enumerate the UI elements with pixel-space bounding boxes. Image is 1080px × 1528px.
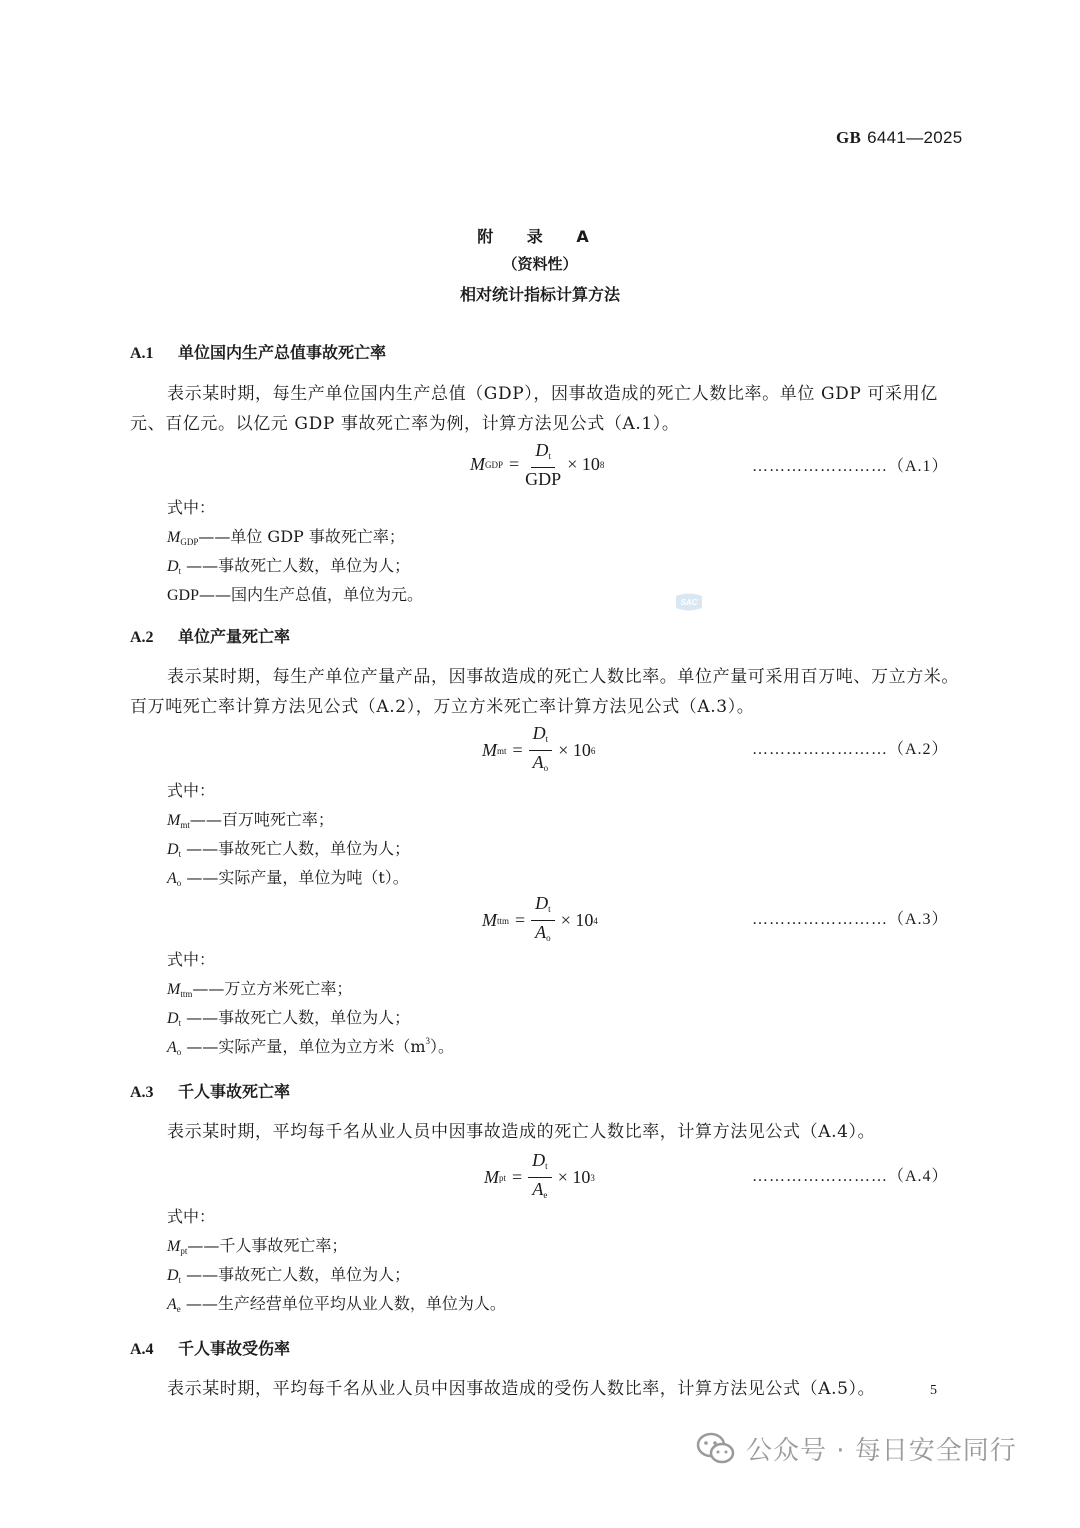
watermark: 公众号 · 每日安全同行 xyxy=(696,1430,1017,1467)
page-number: 5 xyxy=(930,1383,937,1398)
where-label: 式中： xyxy=(167,781,216,800)
where-label: 式中： xyxy=(167,498,216,517)
definition-row: $D_t$ ——事故死亡人数，单位为人； xyxy=(167,1008,411,1028)
section-a3-paragraph: 表示某时期，平均每千名从业人员中因事故造成的死亡人数比率，计算方法见公式（A.4）。 xyxy=(167,1122,876,1142)
appendix-subtitle: 相对统计指标计算方法 xyxy=(459,285,620,304)
where-label: 式中： xyxy=(167,950,216,969)
formula-a2: M mt = $\frac{D_t}{A_o}$ × 10 6 xyxy=(482,723,596,773)
definition-row: $M_{mt}——$百万吨死亡率； xyxy=(167,810,334,830)
formula-a3: M ttm = $\frac{D_t}{A_o}$ × 10 4 xyxy=(482,893,598,943)
equation-number-a3: ……………………（A.3） xyxy=(752,911,949,928)
definition-row: $A_o$ ——实际产量，单位为立方米$(m^3)$。 xyxy=(167,1036,455,1057)
equation-number-a2: ……………………（A.2） xyxy=(752,741,949,758)
definition-row: GDP——国内生产总值，单位为元。 xyxy=(167,585,424,604)
svg-text:SAC: SAC xyxy=(680,598,698,607)
definition-row: $M_{pt}——$千人事故死亡率； xyxy=(167,1236,348,1256)
wechat-icon xyxy=(696,1432,736,1466)
definition-row: $A_o$ ——实际产量，单位为吨（t）。 xyxy=(167,868,409,888)
definition-row: $M_{GDP}——$单位 GDP 事故死亡率； xyxy=(167,527,405,547)
definition-row: $D_t$ ——事故死亡人数，单位为人； xyxy=(167,556,411,576)
definition-row: $D_t$ ——事故死亡人数，单位为人； xyxy=(167,839,411,859)
appendix-type: （资料性） xyxy=(502,255,578,273)
equation-number-a1: ……………………（A.1） xyxy=(752,458,949,475)
definition-row: $D_t$ ——事故死亡人数，单位为人； xyxy=(167,1265,411,1285)
section-a4-paragraph: 表示某时期，平均每千名从业人员中因事故造成的受伤人数比率，计算方法见公式（A.5）。 xyxy=(167,1379,876,1399)
section-heading-a2: A.2 单位产量死亡率 xyxy=(130,627,291,646)
section-a2-paragraph: 表示某时期，每生产单位产量产品，因事故造成的死亡人数比率。单位产量可采用百万吨、万立方米。百万吨死亡率计算方法见公式（A.2），万立方米死亡率计算方法见公式（A.3）。 xyxy=(130,667,959,717)
formula-a1: M GDP = $\frac{D_t}{\text{GDP}}$ × 10 8 xyxy=(470,440,605,489)
formula-a4: M pt = $\frac{D_t}{A_e}$ × 10 3 xyxy=(484,1150,595,1200)
where-label: 式中： xyxy=(167,1207,216,1226)
section-a1-paragraph: 表示某时期，每生产单位国内生产总值（GDP），因事故造成的死亡人数比率。单位 GDP 可采用亿元、百亿元。以亿元 GDP 事故死亡率为例，计算方法见公式（A.1）。 xyxy=(130,384,938,434)
sac-logo xyxy=(674,592,704,612)
appendix-title: 附 录 A xyxy=(477,227,603,246)
standard-number: GB 6441—2025 xyxy=(836,128,963,147)
definition-row: $A_e$ ——生产经营单位平均从业人数，单位为人。 xyxy=(167,1294,506,1314)
equation-number-a4: ……………………（A.4） xyxy=(752,1168,949,1185)
section-heading-a4: A.4 千人事故受伤率 xyxy=(130,1339,291,1358)
definition-row: $M_{ttm}——$万立方米死亡率； xyxy=(167,979,353,999)
section-heading-a3: A.3 千人事故死亡率 xyxy=(130,1082,291,1101)
section-heading-a1: A.1 单位国内生产总值事故死亡率 xyxy=(130,343,387,362)
